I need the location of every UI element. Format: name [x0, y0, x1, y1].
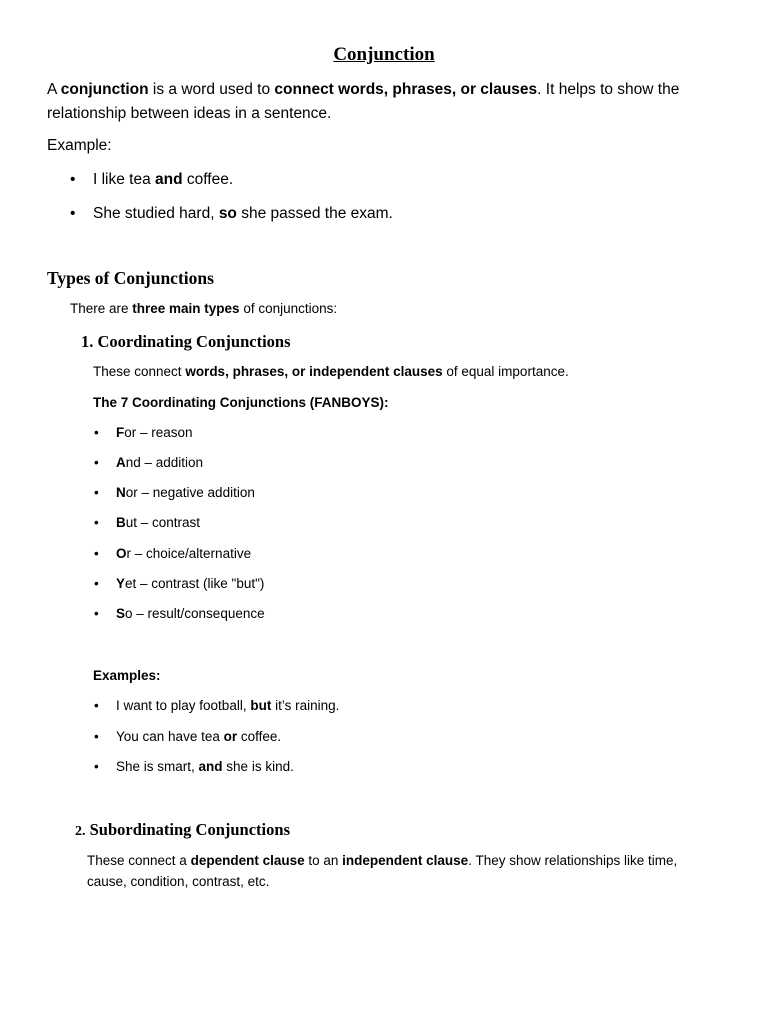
bullet-icon: • [94, 759, 99, 774]
intro-paragraph: A conjunction is a word used to connect words, phrases, or clauses. It helps to show the relationship between ideas in a sentence. [47, 81, 680, 122]
example-label: Example: [47, 137, 112, 154]
list-item: • Yet – contrast (like "but") [94, 576, 265, 591]
list-item: • Nor – negative addition [94, 485, 255, 500]
list-item: • She studied hard, so she passed the exam. [70, 205, 393, 222]
bullet-icon: • [94, 729, 99, 744]
coordinating-description: These connect words, phrases, or independent clauses of equal importance. [93, 364, 569, 379]
bullet-icon: • [94, 606, 99, 621]
list-item: • For – reason [94, 425, 193, 440]
examples-label: Examples: [93, 668, 161, 683]
types-heading: Types of Conjunctions [47, 268, 214, 288]
coordinating-heading: 1. Coordinating Conjunctions [81, 332, 291, 351]
subordinating-heading: 2. Subordinating Conjunctions [75, 820, 290, 839]
bullet-icon: • [94, 698, 99, 713]
types-intro: There are three main types of conjunctions: [70, 301, 338, 316]
list-item: • She is smart, and she is kind. [94, 759, 294, 774]
list-item: • Or – choice/alternative [94, 546, 252, 561]
bullet-icon: • [94, 546, 99, 561]
page-title: Conjunction [333, 44, 435, 65]
list-item: • And – addition [94, 455, 204, 470]
fanboys-label: The 7 Coordinating Conjunctions (FANBOYS): [93, 395, 389, 410]
bullet-icon: • [70, 205, 76, 222]
list-item: • You can have tea or coffee. [94, 729, 282, 744]
list-item: • But – contrast [94, 515, 201, 530]
subordinating-description: These connect a dependent clause to an independent clause. They show relationships like time, cause, condition, contrast, etc. [87, 853, 678, 889]
bullet-icon: • [94, 485, 99, 500]
bullet-icon: • [94, 515, 99, 530]
bullet-icon: • [70, 171, 76, 188]
bullet-icon: • [94, 576, 99, 591]
list-item: • I want to play football, but it’s raining. [94, 698, 340, 713]
bullet-icon: • [94, 425, 99, 440]
list-item: • I like tea and coffee. [70, 171, 234, 188]
list-item: • So – result/consequence [94, 606, 265, 621]
bullet-icon: • [94, 455, 99, 470]
